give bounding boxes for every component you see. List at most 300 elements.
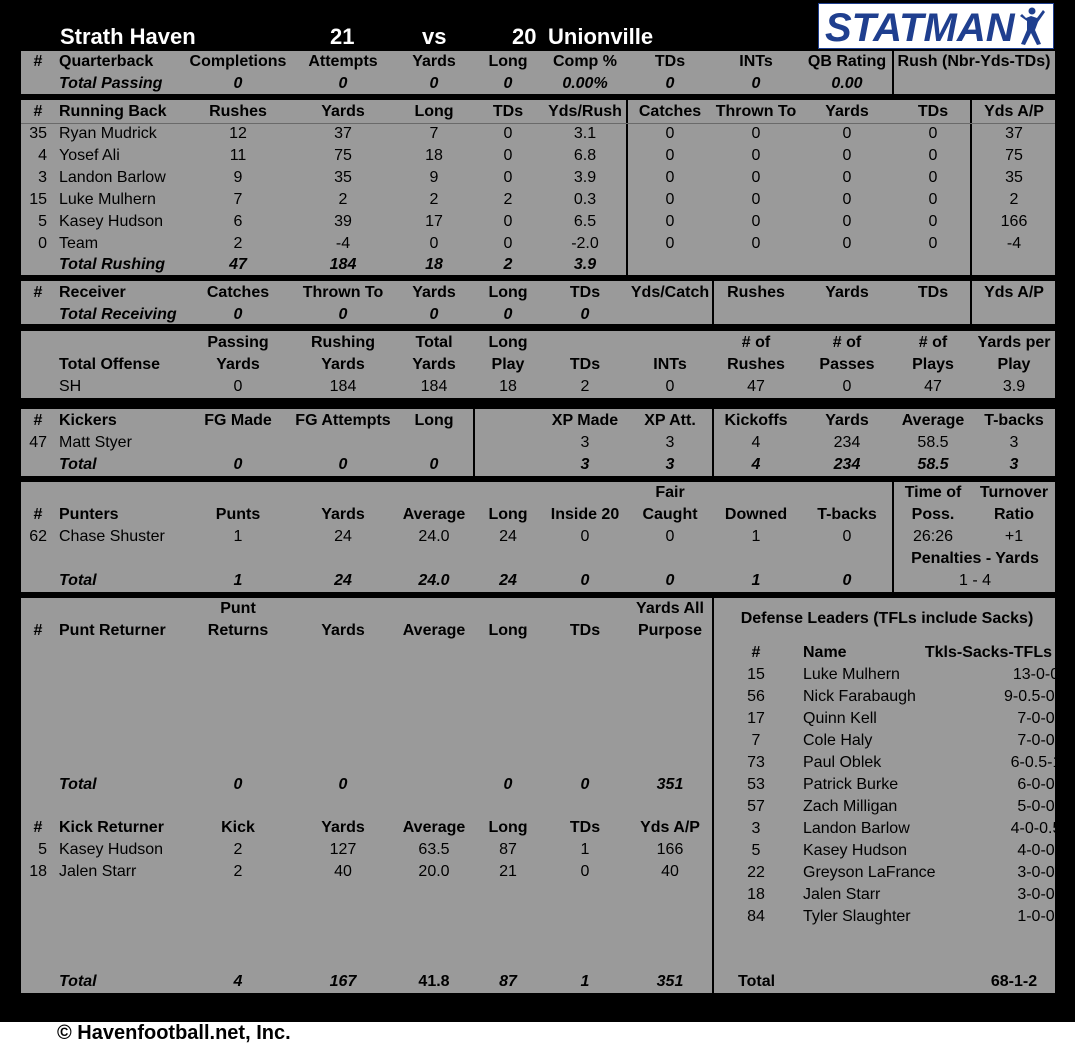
passing-header-ints: INTs — [739, 53, 773, 70]
penalties-value: 1 - 4 — [958, 572, 991, 589]
offense-header: Total Offense — [59, 356, 161, 373]
rushing-cell: -2.0 — [571, 235, 599, 252]
rushing-header: Yds/Rush — [548, 103, 622, 120]
rushing-cell: 0 — [429, 235, 439, 252]
defense-player-name: Tyler Slaughter — [803, 908, 911, 925]
kicking-header: FG Made — [204, 412, 272, 429]
defense-total-label: Total — [738, 973, 776, 990]
rushing-cell: 6.8 — [573, 147, 597, 164]
rushing-player-name: Luke Mulhern — [59, 191, 156, 208]
kicking-total-cell: 0 — [233, 456, 243, 473]
rushing-cell: 0 — [842, 191, 852, 208]
kicking-cell: 3 — [580, 434, 590, 451]
offense-header-top: # of — [832, 334, 862, 351]
punting-cell: 0 — [580, 528, 590, 545]
receiving-header: Catches — [206, 284, 270, 301]
defense-player-name: Patrick Burke — [803, 776, 899, 793]
punting-total-cell: 24 — [334, 572, 352, 589]
rushing-cell: 166 — [1000, 213, 1028, 230]
receiving-header: Long — [488, 284, 528, 301]
punting-header: Inside 20 — [550, 506, 620, 523]
passing-header-rush-nbr-yds-tds: Rush (Nbr-Yds-TDs) — [897, 53, 1051, 70]
defense-player-number: 5 — [751, 842, 761, 859]
offense-header: INTs — [653, 356, 687, 373]
kick-returns-total-label: Total — [59, 973, 97, 990]
kick-returns-total-cell: 41.8 — [418, 973, 450, 990]
rushing-header: TDs — [492, 103, 524, 120]
defense-player-name: Luke Mulhern — [803, 666, 900, 683]
rushing-header: TDs — [917, 103, 949, 120]
rushing-cell: 11 — [229, 147, 247, 164]
offense-header-top: Total — [415, 334, 453, 351]
punt-returns-header: Yards — [321, 622, 365, 639]
rushing-cell: 3.9 — [573, 169, 597, 186]
receiving-header: Yds/Catch — [630, 284, 710, 301]
defense-total-value: 68-1-2 — [990, 973, 1038, 990]
away-team-name: Unionville — [548, 24, 654, 49]
rushing-cell: 2 — [429, 191, 439, 208]
rushing-cell: 0 — [751, 147, 761, 164]
punting-cell: 62 — [29, 528, 47, 545]
receiving-total-cell: 0 — [503, 306, 513, 323]
rushing-header: Rushes — [209, 103, 267, 120]
kicking-cell: 47 — [29, 434, 47, 451]
rushing-cell: 0 — [503, 235, 513, 252]
passing-total-cell: 0 — [503, 75, 513, 92]
rushing-cell: 75 — [334, 147, 352, 164]
punt-returns-header: Average — [402, 622, 466, 639]
receiving-header: Rushes — [727, 284, 785, 301]
offense-cell: 18 — [499, 378, 517, 395]
versus-label: vs — [422, 24, 447, 49]
rushing-header: Catches — [638, 103, 702, 120]
rushing-cell: 0 — [842, 147, 852, 164]
statman-logo-text: STATMAN — [825, 6, 1015, 48]
rushing-player-name: Landon Barlow — [59, 169, 166, 186]
kick-returns-header: Kick Returner — [59, 819, 164, 836]
defense-player-name: Landon Barlow — [803, 820, 910, 837]
kicking-total-cell: 0 — [338, 456, 348, 473]
defense-player-name: Nick Farabaugh — [803, 688, 916, 705]
kick-returns-cell: 40 — [334, 863, 352, 880]
rushing-cell: 6.5 — [573, 213, 597, 230]
kicking-total-cell: 3 — [665, 456, 675, 473]
rushing-cell: 9 — [233, 169, 243, 186]
rushing-cell: 2 — [233, 235, 243, 252]
rushing-header: Thrown To — [715, 103, 797, 120]
defense-player-stats: 7-0-0 — [1017, 710, 1055, 727]
kicking-cell: 3 — [665, 434, 675, 451]
rushing-header: Long — [414, 103, 454, 120]
rushing-cell: 3.1 — [573, 125, 597, 142]
punting-total-label: Total — [59, 572, 97, 589]
offense-header-top: Passing — [207, 334, 269, 351]
kick-returns-cell: 87 — [499, 841, 517, 858]
time-of-possession-label: Poss. — [911, 506, 955, 523]
statman-logo-graphic — [819, 4, 1053, 48]
time-of-possession-value: 26:26 — [912, 528, 954, 545]
offense-header-top: Rushing — [311, 334, 375, 351]
offense-header: Yards — [216, 356, 260, 373]
receiving-header: TDs — [569, 284, 601, 301]
rushing-cell: 0 — [842, 213, 852, 230]
rushing-cell: 0 — [503, 125, 513, 142]
punter-name: Chase Shuster — [59, 528, 165, 545]
offense-cell: 3.9 — [1002, 378, 1026, 395]
rushing-total-cell: 184 — [329, 256, 357, 273]
rushing-header: Running Back — [59, 103, 167, 120]
rushing-cell: 6 — [233, 213, 243, 230]
kick-returns-cell: 20.0 — [418, 863, 450, 880]
kick-returns-cell: 63.5 — [418, 841, 450, 858]
rushing-cell: 0 — [928, 125, 938, 142]
punting-total-cell: 1 — [233, 572, 243, 589]
punting-cell: 1 — [751, 528, 761, 545]
defense-leaders-title: Defense Leaders (TFLs include Sacks) — [740, 610, 1034, 627]
kicking-cell: 4 — [751, 434, 761, 451]
punting-header: Downed — [724, 506, 788, 523]
rushing-player-name: Yosef Ali — [59, 147, 120, 164]
defense-player-stats: 9-0.5-0.5 — [1003, 688, 1069, 705]
defense-player-number: 56 — [747, 688, 765, 705]
punting-total-cell: 1 — [751, 572, 761, 589]
defense-header-name: Name — [803, 644, 847, 661]
rushing-cell: 0 — [503, 169, 513, 186]
punting-header: # — [33, 506, 43, 523]
defense-player-stats: 5-0-0 — [1017, 798, 1055, 815]
offense-header: TDs — [569, 356, 601, 373]
punt-returns-header: Punt Returner — [59, 622, 166, 639]
rushing-cell: 0 — [665, 125, 675, 142]
defense-player-name: Jalen Starr — [803, 886, 881, 903]
kick-returns-cell: 40 — [661, 863, 679, 880]
kicking-cell: 3 — [1009, 434, 1019, 451]
kick-returns-header: Long — [488, 819, 528, 836]
defense-player-number: 84 — [747, 908, 765, 925]
turnover-ratio-label: Ratio — [994, 506, 1034, 523]
passing-total-cell: 0 — [751, 75, 761, 92]
punting-cell: 24 — [499, 528, 517, 545]
rushing-cell: 0 — [928, 213, 938, 230]
passing-total-cell: 0.00 — [831, 75, 863, 92]
passing-total-cell: 0 — [338, 75, 348, 92]
kick-returns-header: Yards — [321, 819, 365, 836]
rushing-cell: 35 — [29, 125, 47, 142]
copyright-footer: © Havenfootball.net, Inc. — [57, 1022, 291, 1044]
kick-returns-cell: 127 — [329, 841, 357, 858]
punting-header: T-backs — [817, 506, 877, 523]
kicking-header: Kickers — [59, 412, 117, 429]
receiving-header: Yds A/P — [984, 284, 1044, 301]
punt-returns-total-label: Total — [59, 776, 97, 793]
offense-header: Play — [491, 356, 525, 373]
kicking-header: XP Att. — [644, 412, 696, 429]
kick-returns-cell: 2 — [233, 863, 243, 880]
offense-cell: 184 — [420, 378, 448, 395]
receiving-total-label: Total Receiving — [59, 306, 177, 323]
receiving-total-cell: 0 — [429, 306, 439, 323]
rushing-cell: 0 — [751, 235, 761, 252]
rushing-player-name: Kasey Hudson — [59, 213, 164, 230]
defense-player-name: Paul Oblek — [803, 754, 882, 771]
punt-returns-total-cell: 351 — [656, 776, 684, 793]
rushing-cell: 37 — [334, 125, 352, 142]
receiving-header: # — [33, 284, 43, 301]
receiving-total-cell: 0 — [233, 306, 243, 323]
rushing-cell: 9 — [429, 169, 439, 186]
rushing-cell: 12 — [229, 125, 247, 142]
rushing-cell: 0 — [842, 169, 852, 186]
offense-header-top: Long — [488, 334, 528, 351]
away-score: 20 — [512, 24, 537, 49]
defense-player-name: Zach Milligan — [803, 798, 898, 815]
rushing-cell: 39 — [334, 213, 352, 230]
offense-cell: 2 — [580, 378, 590, 395]
punt-returns-total-cell: 0 — [503, 776, 513, 793]
defense-player-number: 15 — [747, 666, 765, 683]
kick-returns-total-cell: 167 — [329, 973, 357, 990]
defense-player-number: 53 — [747, 776, 765, 793]
defense-header-stats: Tkls-Sacks-TFLs — [924, 644, 1052, 661]
kicking-total-cell: 3 — [580, 456, 590, 473]
offense-header-top: # of — [918, 334, 948, 351]
kicking-total-cell: 0 — [429, 456, 439, 473]
rushing-cell: 0 — [503, 213, 513, 230]
penalties-label: Penalties - Yards — [911, 550, 1039, 567]
rushing-total-cell: 18 — [425, 256, 443, 273]
statman-logo — [818, 3, 1054, 49]
turnover-ratio-value: +1 — [1004, 528, 1024, 545]
punting-header: Punters — [59, 506, 119, 523]
defense-player-stats: 13-0-0 — [1012, 666, 1060, 683]
offense-header: Yards — [412, 356, 456, 373]
offense-cell: 47 — [924, 378, 942, 395]
kicking-header: Yards — [825, 412, 869, 429]
offense-header: Rushes — [727, 356, 785, 373]
rushing-cell: 2 — [1009, 191, 1019, 208]
passing-total-cell: 0 — [665, 75, 675, 92]
rushing-cell: 0 — [751, 191, 761, 208]
rushing-cell: -4 — [1006, 235, 1022, 252]
defense-player-stats: 7-0-0 — [1017, 732, 1055, 749]
defense-player-stats: 1-0-0 — [1017, 908, 1055, 925]
punting-header: Yards — [321, 506, 365, 523]
offense-cell: 0 — [665, 378, 675, 395]
kicking-header: FG Attempts — [295, 412, 391, 429]
passing-total-cell: 0 — [233, 75, 243, 92]
defense-player-number: 57 — [747, 798, 765, 815]
punting-total-cell: 24.0 — [418, 572, 450, 589]
offense-header: Play — [997, 356, 1031, 373]
passing-header-long: Long — [488, 53, 528, 70]
kick-returns-header: Kick — [221, 819, 255, 836]
rushing-cell: 0 — [665, 191, 675, 208]
defense-player-stats: 4-0-0 — [1017, 842, 1055, 859]
offense-header: Plays — [912, 356, 954, 373]
time-of-possession-label-top: Time of — [904, 484, 962, 501]
rushing-cell: 0 — [38, 235, 47, 252]
kick-returns-cell: 1 — [580, 841, 590, 858]
punt-returns-header: Purpose — [637, 622, 702, 639]
rushing-header: Yds A/P — [984, 103, 1044, 120]
defense-player-name: Greyson LaFrance — [803, 864, 936, 881]
receiving-total-cell: 0 — [338, 306, 348, 323]
rushing-cell: 4 — [38, 147, 47, 164]
defense-player-number: 7 — [751, 732, 761, 749]
punt-returns-total-cell: 0 — [233, 776, 243, 793]
kicker-name: Matt Styer — [59, 434, 132, 451]
passing-header-attempts: Attempts — [308, 53, 378, 70]
kicking-header: Kickoffs — [724, 412, 788, 429]
rushing-cell: 15 — [29, 191, 47, 208]
rushing-cell: 35 — [334, 169, 352, 186]
passing-header-comp-pct: Comp % — [553, 53, 617, 70]
kicking-total-cell: 58.5 — [917, 456, 949, 473]
offense-cell: SH — [59, 378, 82, 395]
rushing-cell: 35 — [1005, 169, 1023, 186]
defense-player-stats: 6-0-0 — [1017, 776, 1055, 793]
kicking-header: # — [33, 412, 43, 429]
kick-returns-header: Yds A/P — [640, 819, 700, 836]
kick-returns-total-cell: 351 — [656, 973, 684, 990]
rushing-cell: 37 — [1005, 125, 1023, 142]
passing-header-quarterback: Quarterback — [59, 53, 154, 70]
offense-header: Yards — [321, 356, 365, 373]
rushing-cell: 2 — [503, 191, 513, 208]
punting-header-top: Fair — [655, 484, 685, 501]
punt-returns-header-top: Punt — [220, 600, 256, 617]
punting-header: Average — [402, 506, 466, 523]
defense-player-number: 17 — [747, 710, 765, 727]
punting-total-cell: 0 — [665, 572, 675, 589]
kicking-total-cell: 3 — [1009, 456, 1019, 473]
rushing-cell: 7 — [429, 125, 439, 142]
defense-player-number: 22 — [747, 864, 765, 881]
rushing-cell: 5 — [38, 213, 47, 230]
punting-cell: 0 — [665, 528, 675, 545]
punting-header: Punts — [215, 506, 261, 523]
kicking-total-cell: 234 — [833, 456, 861, 473]
rushing-cell: 0 — [928, 235, 938, 252]
offense-cell: 0 — [842, 378, 852, 395]
rushing-cell: 18 — [425, 147, 443, 164]
kick-returns-cell: 166 — [656, 841, 684, 858]
rushing-cell: -4 — [335, 235, 351, 252]
home-score: 21 — [330, 24, 355, 49]
rushing-cell: 0 — [503, 147, 513, 164]
kick-returns-header: # — [33, 819, 43, 836]
kick-returns-header: TDs — [569, 819, 601, 836]
defense-player-stats: 4-0-0.5 — [1010, 820, 1062, 837]
receiving-total-cell: 0 — [580, 306, 590, 323]
defense-player-stats: 3-0-0 — [1017, 886, 1055, 903]
kicking-header: XP Made — [551, 412, 619, 429]
passing-total-cell: 0.00% — [562, 75, 608, 92]
kicking-header: T-backs — [984, 412, 1044, 429]
defense-player-name: Kasey Hudson — [803, 842, 908, 859]
offense-cell: 184 — [329, 378, 357, 395]
rushing-total-label: Total Rushing — [59, 256, 166, 273]
offense-cell: 47 — [747, 378, 765, 395]
rushing-cell: 0 — [665, 147, 675, 164]
rushing-header: Yards — [825, 103, 869, 120]
rushing-cell: 0 — [928, 169, 938, 186]
rushing-cell: 0 — [665, 235, 675, 252]
defense-player-name: Cole Haly — [803, 732, 873, 749]
punting-total-cell: 0 — [842, 572, 852, 589]
punting-cell: 1 — [233, 528, 243, 545]
kick-returns-total-cell: 1 — [580, 973, 590, 990]
punt-returns-header-top: Yards All — [636, 600, 704, 617]
rushing-cell: 0 — [928, 191, 938, 208]
rushing-header: # — [33, 103, 43, 120]
passing-header-completions: Completions — [189, 53, 287, 70]
rushing-cell: 2 — [338, 191, 348, 208]
defense-player-stats: 3-0-0 — [1017, 864, 1055, 881]
rushing-cell: 0 — [928, 147, 938, 164]
offense-header-top: # of — [741, 334, 771, 351]
punt-returns-total-cell: 0 — [338, 776, 348, 793]
kick-returns-cell: 2 — [233, 841, 243, 858]
offense-header-top: Yards per — [977, 334, 1051, 351]
receiving-header: Yards — [825, 284, 869, 301]
defense-header-number: # — [751, 644, 761, 661]
punt-returns-total-cell: 0 — [580, 776, 590, 793]
punt-returns-header: Returns — [207, 622, 269, 639]
rushing-total-cell: 2 — [503, 256, 513, 273]
kicking-cell: 234 — [833, 434, 861, 451]
kick-returns-cell: 18 — [29, 863, 47, 880]
punting-cell: 24 — [334, 528, 352, 545]
defense-player-name: Quinn Kell — [803, 710, 877, 727]
quarterback-silhouette-icon — [1020, 8, 1045, 46]
rushing-cell: 0 — [842, 235, 852, 252]
punting-total-cell: 0 — [580, 572, 590, 589]
kick-returns-cell: 21 — [499, 863, 517, 880]
rushing-cell: 0 — [665, 169, 675, 186]
defense-player-stats: 6-0.5-1 — [1010, 754, 1062, 771]
punting-cell: 24.0 — [418, 528, 450, 545]
rushing-cell: 0 — [665, 213, 675, 230]
passing-header-number: # — [33, 53, 43, 70]
punt-returns-header: TDs — [569, 622, 601, 639]
turnover-ratio-label-top: Turnover — [979, 484, 1049, 501]
offense-cell: 0 — [233, 378, 243, 395]
rushing-cell: 0 — [751, 213, 761, 230]
punting-total-cell: 24 — [499, 572, 517, 589]
rushing-cell: 75 — [1005, 147, 1023, 164]
passing-header-qb-rating: QB Rating — [807, 53, 887, 70]
defense-player-number: 73 — [747, 754, 765, 771]
kick-returner-name: Jalen Starr — [59, 863, 137, 880]
kicking-total-cell: 4 — [751, 456, 761, 473]
punt-returns-header: Long — [488, 622, 528, 639]
kick-returns-cell: 0 — [580, 863, 590, 880]
rushing-cell: 0.3 — [573, 191, 597, 208]
rushing-header: Yards — [321, 103, 365, 120]
home-team-name: Strath Haven — [60, 24, 196, 49]
kick-returns-total-cell: 87 — [499, 973, 517, 990]
rushing-cell: 3 — [38, 169, 47, 186]
kick-returns-header: Average — [402, 819, 466, 836]
kick-returns-total-cell: 4 — [233, 973, 243, 990]
punting-header: Long — [488, 506, 528, 523]
punting-cell: 0 — [842, 528, 852, 545]
offense-header: Passes — [819, 356, 875, 373]
passing-header-tds: TDs — [654, 53, 686, 70]
receiving-header: Yards — [412, 284, 456, 301]
kicking-cell: 58.5 — [917, 434, 949, 451]
